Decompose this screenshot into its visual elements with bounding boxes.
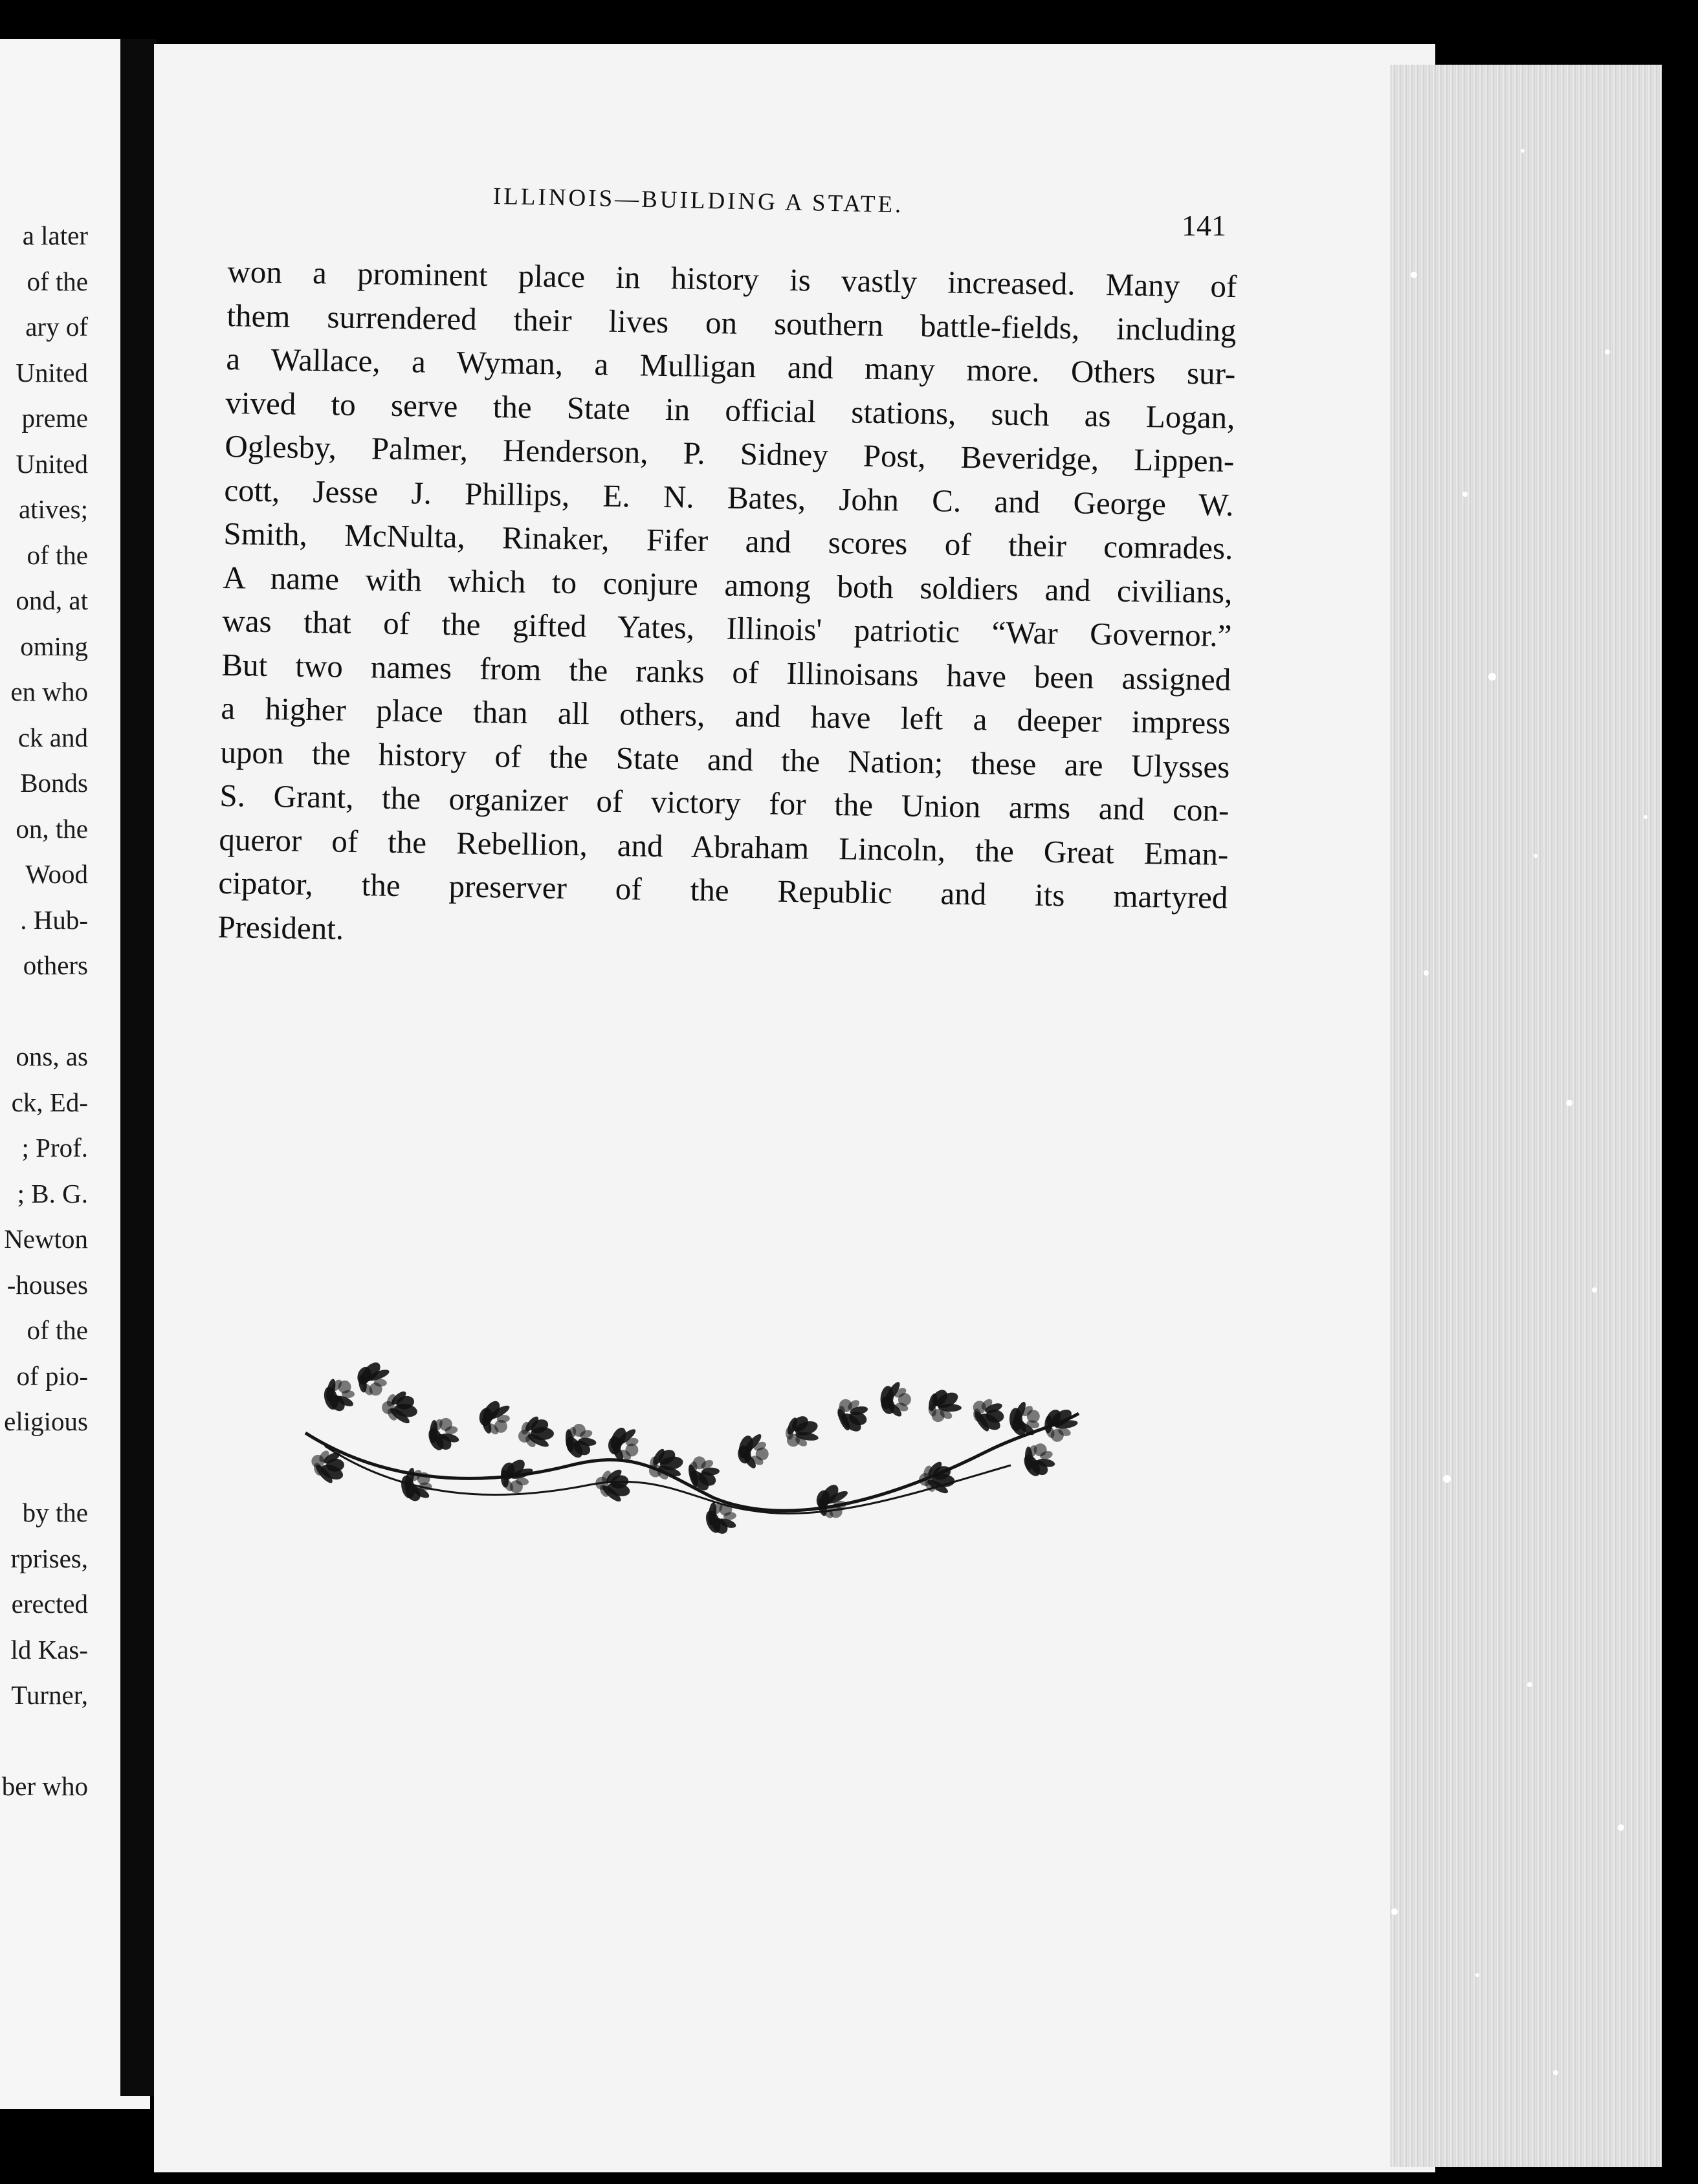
left-page-line-fragment: others — [23, 950, 88, 980]
scan-speck — [1644, 815, 1648, 819]
body-paragraph — [217, 250, 1237, 963]
left-page-line-fragment: ; B. G. — [17, 1178, 88, 1208]
text-line: queror of the Rebellion, and Abraham Lincoln, the Great Eman- — [219, 821, 1229, 872]
scan-speck — [1391, 1908, 1398, 1915]
left-page-line-fragment: of the — [27, 540, 88, 570]
left-page-line-fragment: ond, at — [16, 585, 88, 615]
text-line: a Wallace, a Wyman, a Mulligan and many more. Others sur- — [226, 340, 1236, 392]
left-page-line-fragment: ck and — [17, 722, 88, 752]
text-line: A name with which to conjure among both soldiers and civilians, — [223, 559, 1233, 610]
text-line: Oglesby, Palmer, Henderson, P. Sidney Post, Beveridge, Lippen- — [225, 428, 1235, 479]
scan-speck — [1618, 1824, 1624, 1831]
page-fore-edge — [1390, 65, 1662, 2167]
left-page-line-fragment: Newton — [4, 1224, 88, 1254]
book-gutter — [120, 39, 157, 2096]
left-page-line-fragment: of pio- — [16, 1360, 88, 1391]
left-page-line-fragment: ck, Ed- — [11, 1087, 88, 1117]
left-page-line-fragment: a later — [22, 221, 88, 250]
left-page-line-fragment: ld Kas- — [10, 1634, 88, 1665]
text-line: But two names from the ranks of Illinoisans have been assigned — [221, 646, 1231, 697]
scan-speck — [1521, 149, 1525, 153]
left-page-line-fragment: eligious — [4, 1406, 88, 1436]
scan-speck — [1592, 1287, 1597, 1293]
left-page-line-fragment: Bonds — [20, 768, 88, 798]
scan-speck — [1411, 272, 1417, 278]
left-page-line-fragment: en who — [10, 677, 88, 706]
text-line: S. Grant, the organizer of victory for the Union arms and con- — [219, 777, 1229, 829]
scan-speck — [1527, 1682, 1532, 1687]
left-page-line-fragment: rprises, — [10, 1543, 88, 1573]
left-page-line-fragment: United — [16, 448, 88, 479]
scan-speck — [1488, 673, 1496, 681]
scan-speck — [1605, 349, 1610, 355]
scan-speck — [1553, 2070, 1558, 2075]
text-line: a higher place than all others, and have left a deeper impress — [221, 690, 1231, 741]
left-page-line-fragment: ary of — [25, 312, 88, 342]
left-page-line-fragment: preme — [21, 403, 88, 433]
text-line: cipator, the preserver of the Republic and its martyred — [218, 864, 1228, 916]
text-line: Smith, McNulta, Rinaker, Fifer and scores of their comrades. — [223, 515, 1233, 567]
text-line: won a prominent place in history is vastly increased. Many of — [227, 253, 1237, 305]
left-page-line-fragment: erected — [11, 1589, 88, 1619]
text-line: upon the history of the State and the Nation; these are Ulysses — [220, 734, 1230, 785]
left-page-line-fragment: of the — [27, 1315, 88, 1345]
left-page-line-fragment: atives; — [18, 494, 88, 524]
left-page-line-fragment: of the — [27, 266, 88, 296]
left-page-line-fragment: Turner, — [11, 1680, 88, 1710]
left-page-line-fragment: on, the — [16, 813, 88, 844]
left-page-line-fragment: . Hub- — [20, 904, 88, 935]
left-page-line-fragment: oming — [20, 631, 88, 661]
left-page-line-fragment: -houses — [6, 1269, 88, 1300]
text-line: President. — [217, 908, 344, 946]
left-page-line-fragment: ons, as — [16, 1042, 88, 1071]
scan-speck — [1566, 1100, 1572, 1106]
text-line: vived to serve the State in official stations, such as Logan, — [225, 384, 1235, 435]
left-page-line-fragment: ; Prof. — [21, 1133, 88, 1163]
left-page-line-fragment: United — [16, 357, 88, 388]
left-page-line-fragment: Wood — [25, 859, 88, 889]
left-page-line-fragment: by the — [22, 1498, 88, 1527]
text-line: them surrendered their lives on southern battle-fields, including — [226, 297, 1237, 348]
scan-speck — [1534, 854, 1538, 858]
text-line: cott, Jesse J. Phillips, E. N. Bates, John C. and George W. — [224, 472, 1234, 523]
scan-speck — [1475, 1973, 1479, 1977]
page-number: 141 — [1182, 209, 1226, 242]
left-page-line-fragment: ber who — [1, 1771, 88, 1801]
running-head: ILLINOIS—BUILDING A STATE. — [492, 183, 904, 219]
scan-speck — [1462, 492, 1468, 497]
text-line: was that of the gifted Yates, Illinois' patriotic “War Governor.” — [222, 602, 1232, 654]
scan-speck — [1443, 1475, 1451, 1483]
scan-speck — [1424, 970, 1429, 976]
floral-vine-ornament — [299, 1336, 1085, 1569]
